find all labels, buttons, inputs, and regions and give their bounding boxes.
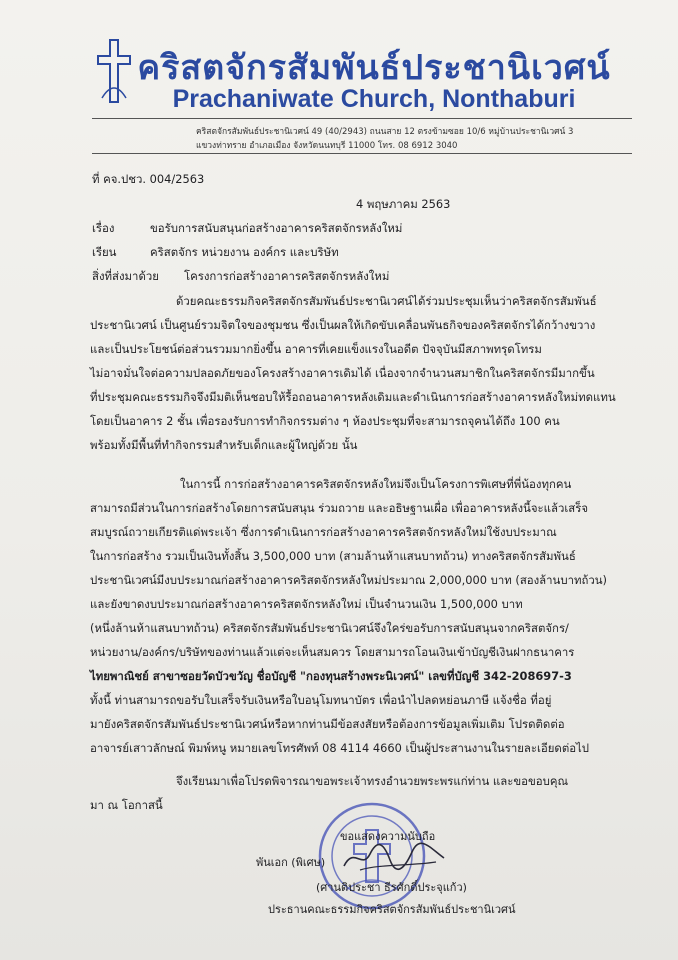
signature-regards: ขอแสดงความนับถือ bbox=[340, 830, 436, 843]
paragraph-line: พร้อมทั้งมีพื้นที่ทำกิจกรรมสำหรับเด็กและผู้ใหญ่ด้วย นั้น bbox=[90, 438, 358, 452]
signatory-position: ประธานคณะธรรมกิจคริสตจักรสัมพันธ์ประชานิเวศน์ bbox=[268, 903, 516, 916]
paragraph-line: สามารถมีส่วนในการก่อสร้างโดยการสนับสนุน ร่วมถวาย และอธิษฐานเผื่อ เพื่ออาคารหลังนี้จะแล้วเสร็จ bbox=[90, 501, 588, 515]
paragraph-line: หน่วยงาน/องค์กร/บริษัทของท่านแล้วแต่จะเห็นสมควร โดยสามารถโอนเงินเข้าบัญชีเงินฝากธนาคาร bbox=[90, 645, 575, 659]
paragraph-line: ในการก่อสร้าง รวมเป็นเงินทั้งสิ้น 3,500,000 บาท (สามล้านห้าแสนบาทถ้วน) ทางคริสตจักรสัมพันธ์ bbox=[90, 549, 576, 563]
signatory-rank: พันเอก (พิเศษ) bbox=[256, 856, 326, 869]
signatory-name: (ศานติประชา ธีรศักดิ์ประจุแก้ว) bbox=[316, 881, 467, 894]
church-name-english: Prachaniwate Church, Nonthaburi bbox=[172, 85, 576, 113]
paragraph-line: สมบูรณ์ถวายเกียรติแด่พระเจ้า ซึ่งการดำเนินการก่อสร้างอาคารคริสตจักรหลังใหม่ใช้งบประมาณ bbox=[90, 525, 557, 539]
paragraph-line: และยังขาดงบประมาณก่อสร้างอาคารคริสตจักรหลังใหม่ เป็นจำนวนเงิน 1,500,000 บาท bbox=[90, 597, 523, 611]
closing-line: มา ณ โอกาสนี้ bbox=[90, 798, 163, 812]
paragraph-line: และเป็นประโยชน์ต่อส่วนรวมมากยิ่งขึ้น อาคารที่เคยแข็งแรงในอดีต ปัจจุบันมีสภาพทรุดโทรม bbox=[90, 342, 542, 356]
address-line-2: แขวงท่าทราย อำเภอเมือง จังหวัดนนทบุรี 11000 โทร. 08 6912 3040 bbox=[196, 141, 458, 151]
paragraph-line: อาจารย์เสาวลักษณ์ พิมพ์หนู หมายเลขโทรศัพท์ 08 4114 4660 เป็นผู้ประสานงานในรายละเอียดต่อไป bbox=[90, 741, 590, 755]
enclosure-label: สิ่งที่ส่งมาด้วย bbox=[92, 269, 159, 283]
paragraph-line: ที่ประชุมคณะธรรมกิจจึงมีมติเห็นชอบให้รื้อถอนอาคารหลังเดิมและดำเนินการก่อสร้างอาคารหลังใหม่ทดแทน bbox=[90, 390, 616, 404]
paragraph-line: ในการนี้ การก่อสร้างอาคารคริสตจักรหลังใหม่จึงเป็นโครงการพิเศษที่พี่น้องทุกคน bbox=[180, 477, 572, 491]
paragraph-line: โดยเป็นอาคาร 2 ชั้น เพื่อรองรับการทำกิจกรรมต่าง ๆ ห้องประชุมที่จะสามารถจุคนได้ถึง 100 คน bbox=[90, 414, 560, 428]
address-line-1: คริสตจักรสัมพันธ์ประชานิเวศน์ 49 (40/2943) ถนนสาย 12 ตรงข้ามซอย 10/6 หมู่บ้านประชานิเวศน์ 3 bbox=[196, 127, 574, 137]
paragraph-line: ด้วยคณะธรรมกิจคริสตจักรสัมพันธ์ประชานิเวศน์ได้ร่วมประชุมเห็นว่าคริสตจักรสัมพันธ์ bbox=[176, 294, 597, 308]
recipient-text: คริสตจักร หน่วยงาน องค์กร และบริษัท bbox=[150, 245, 339, 259]
bank-account-line: ไทยพาณิชย์ สาขาซอยวัดบัวขวัญ ชื่อบัญชี "กองทุนสร้างพระนิเวศน์" เลขที่บัญชี 342-208697-3 bbox=[90, 669, 572, 683]
subject-label: เรื่อง bbox=[92, 221, 115, 235]
church-name-thai: คริสตจักรสัมพันธ์ประชานิเวศน์ bbox=[137, 48, 611, 88]
header-rule-top bbox=[92, 118, 632, 119]
paragraph-line: มายังคริสตจักรสัมพันธ์ประชานิเวศน์หรือหากท่านมีข้อสงสัยหรือต้องการข้อมูลเพิ่มเติม โปรดติดต่อ bbox=[90, 717, 565, 731]
paragraph-line: (หนึ่งล้านห้าแสนบาทถ้วน) คริสตจักรสัมพันธ์ประชานิเวศน์จึงใคร่ขอรับการสนับสนุนจากคริสตจักร/ bbox=[90, 621, 569, 635]
paragraph-line: ไม่อาจมั่นใจต่อความปลอดภัยของโครงสร้างอาคารเดิมได้ เนื่องจากจำนวนสมาชิกในคริสตจักรมีมากขึ้น bbox=[90, 366, 595, 380]
paragraph-line: ประชานิเวศน์ เป็นศูนย์รวมจิตใจของชุมชน ซึ่งเป็นผลให้เกิดขับเคลื่อนพันธกิจของคริสตจักรได้กว้างขวาง bbox=[90, 318, 596, 332]
header-rule-bottom bbox=[92, 153, 632, 154]
enclosure-text: โครงการก่อสร้างอาคารคริสตจักรหลังใหม่ bbox=[184, 269, 390, 283]
subject-text: ขอรับการสนับสนุนก่อสร้างอาคารคริสตจักรหลังใหม่ bbox=[150, 221, 403, 235]
closing-line: จึงเรียนมาเพื่อโปรดพิจารณาขอพระเจ้าทรงอำนวยพระพรแก่ท่าน และขอขอบคุณ bbox=[176, 774, 569, 788]
paragraph-line: ทั้งนี้ ท่านสามารถขอรับใบเสร็จรับเงินหรือใบอนุโมทนาบัตร เพื่อนำไปลดหย่อนภาษี แจ้งชื่อ ที่อยู่ bbox=[90, 693, 552, 707]
letter-date: 4 พฤษภาคม 2563 bbox=[356, 197, 451, 211]
handwritten-signature bbox=[340, 840, 450, 874]
paragraph-line: ประชานิเวศน์มีงบประมาณก่อสร้างอาคารคริสตจักรหลังใหม่ประมาณ 2,000,000 บาท (สองล้านบาทถ้วน) bbox=[90, 573, 607, 587]
reference-number: ที่ คจ.ปชว. 004/2563 bbox=[92, 172, 205, 186]
recipient-label: เรียน bbox=[92, 245, 117, 259]
